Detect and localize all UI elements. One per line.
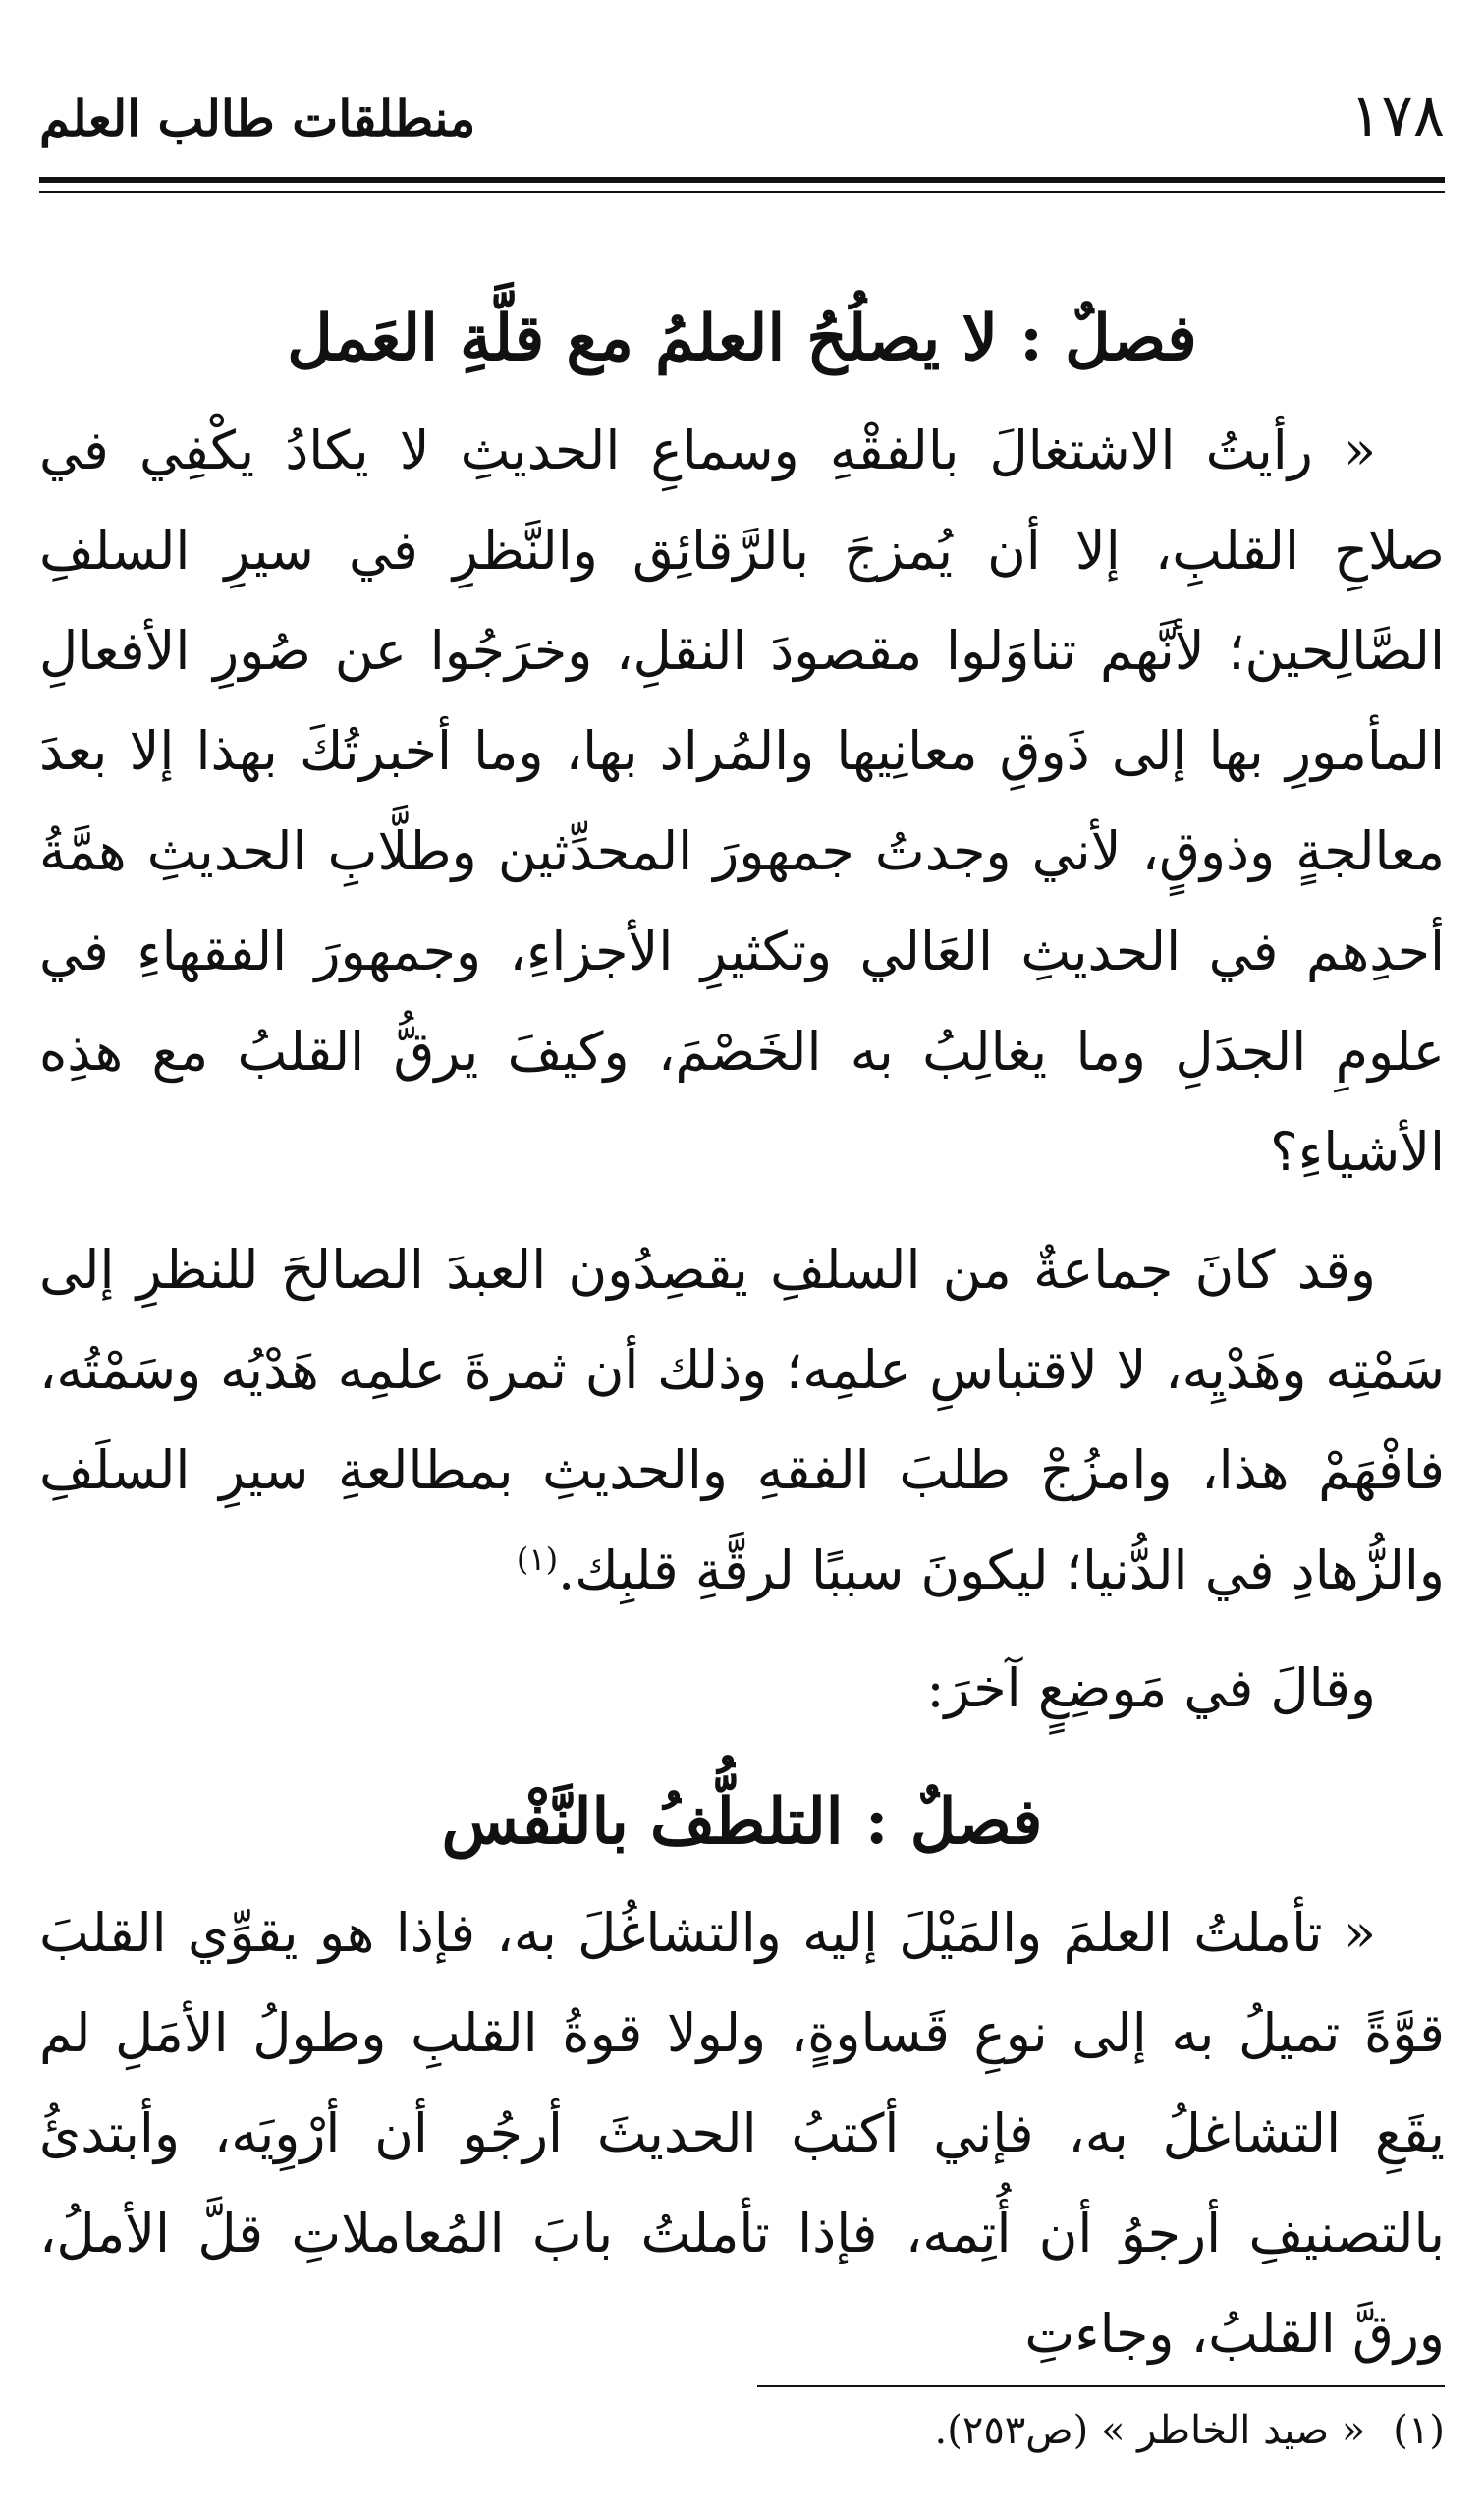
paragraph-2-text: وقد كانَ جماعةٌ من السلفِ يقصِدُون العبدَ الصالحَ للنظرِ إلى سَمْتِه وهَدْيِه، لا لاقتباسِ علمِه؛ وذلك أن ثمرةَ علمِه هَدْيُه وسَمْتُه، فافْهَمْ هذا، وامزُجْ طلبَ الفقهِ والحديثِ بمطالعةِ سيرِ السلَفِ والزُّهادِ في الدُّنيا؛ ليكونَ سببًا لرقَّةِ قلبِك. (39, 1238, 1445, 1601)
section-heading-1: فصلٌ : لا يصلُحُ العلمُ مع قلَّةِ العَمل (287, 302, 1197, 375)
paragraph-1: « رأيتُ الاشتغالَ بالفقْهِ وسماعِ الحديثِ لا يكادُ يكْفِي في صلاحِ القلبِ، إلا أن يُمزجَ بالرَّقائِق والنَّظرِ في سيرِ السلفِ الصَّالِحين؛ لأنَّهم تناوَلوا مقصودَ النقلِ، وخرَجُوا عن صُورِ الأفعالِ المأمورِ بها إلى ذَوقِ معانِيها والمُراد بها، وما أخبرتُكَ بهذا إلا بعدَ معالجةٍ وذوقٍ، لأني وجدتُ جمهورَ المحدِّثين وطلَّابِ الحديثِ همَّةُ أحدِهم في الحديثِ العَالي وتكثيرِ الأجزاءِ، وجمهورَ الفقهاءِ في علومِ الجدَلِ وما يغالِبُ به الخَصْمَ، وكيفَ يرقُّ القلبُ مع هذِه الأشياءِ؟ (39, 419, 1445, 1183)
page-body (39, 295, 1445, 2384)
paragraph-2 (39, 1220, 1445, 1621)
running-header (39, 77, 1445, 165)
transition-line: وقالَ في مَوضِعٍ آخرَ: (926, 1656, 1376, 1719)
page-number: ١٧٨ (1349, 82, 1445, 150)
footnote-rule (757, 2385, 1445, 2387)
footnote-text: « صيد الخاطر » (ص٢٥٣). (934, 2408, 1366, 2453)
footnote-reference: (١) (516, 1539, 559, 1578)
running-title: منطلقات طالب العلم (39, 89, 476, 147)
paragraph-3: « تأملتُ العلمَ والمَيْلَ إليه والتشاغُلَ به، فإذا هو يقوِّي القلبَ قوَّةً تميلُ به إلى نوعِ قَساوةٍ، ولولا قوةُ القلبِ وطولُ الأمَلِ لم يقَعِ التشاغلُ به، فإني أكتبُ الحديثَ أرجُو أن أرْوِيَه، وأبتدئُ بالتصنيفِ أرجوُ أن أُتِمه، فإذا تأملتُ بابَ المُعاملاتِ قلَّ الأملُ، ورقَّ القلبُ، وجاءتِ (39, 1902, 1445, 2366)
footnote (39, 2403, 1445, 2458)
section-heading-2: فصلٌ : التلطُّفُ بالنَّفْس (441, 1784, 1043, 1859)
header-rule-thick (39, 177, 1445, 183)
footnote-marker: (١) (1393, 2408, 1445, 2453)
header-rule-thin (39, 191, 1445, 193)
